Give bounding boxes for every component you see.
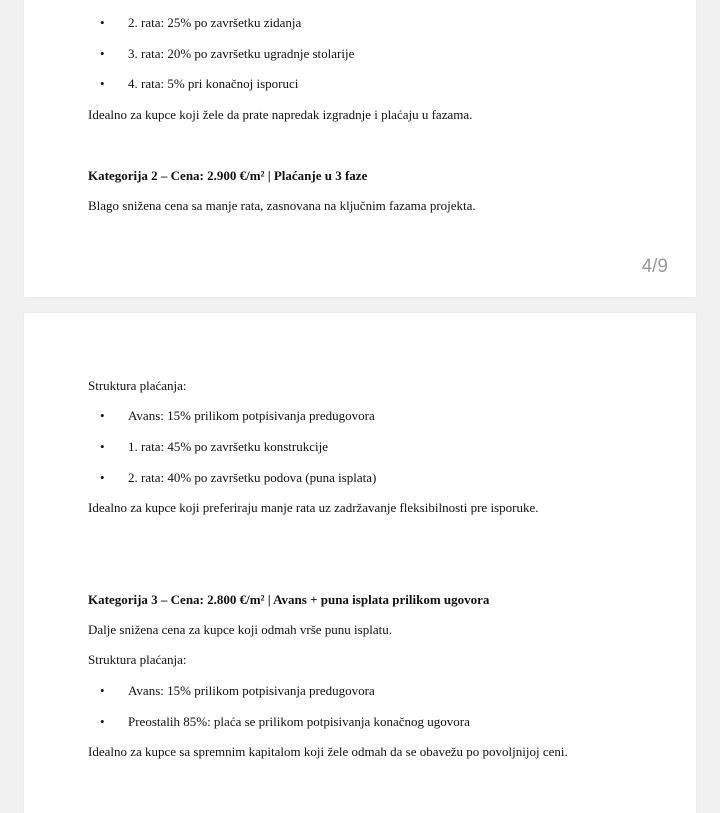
- document-page: [24, 313, 696, 813]
- paragraph: Dalje snižena cena za kupce koji odmah vrše punu isplatu.: [88, 622, 392, 637]
- bullet-marker: •: [100, 76, 105, 91]
- bullet-marker: •: [100, 15, 105, 30]
- bullet-marker: •: [100, 470, 105, 485]
- list-item: Avans: 15% prilikom potpisivanja predugovora: [128, 683, 375, 698]
- paragraph-label: Struktura plaćanja:: [88, 652, 187, 667]
- bullet-marker: •: [100, 408, 105, 423]
- list-item: 2. rata: 40% po završetku podova (puna isplata): [128, 470, 377, 485]
- list-item: 1. rata: 45% po završetku konstrukcije: [128, 439, 328, 454]
- list-item: 3. rata: 20% po završetku ugradnje stolarije: [128, 46, 355, 61]
- paragraph: Idealno za kupce koji žele da prate napredak izgradnje i plaćaju u fazama.: [88, 107, 473, 122]
- list-item: 2. rata: 25% po završetku zidanja: [128, 15, 302, 30]
- bullet-marker: •: [100, 439, 105, 454]
- paragraph: Idealno za kupce sa spremnim kapitalom koji žele odmah da se obavežu po povoljnijoj ceni.: [88, 744, 568, 759]
- page-indicator: 4/9: [641, 256, 668, 277]
- section-heading: Kategorija 2 – Cena: 2.900 €/m² | Plaćanje u 3 faze: [88, 168, 368, 183]
- list-item: 4. rata: 5% pri konačnoj isporuci: [128, 76, 299, 91]
- section-heading: Kategorija 3 – Cena: 2.800 €/m² | Avans + puna isplata prilikom ugovora: [88, 592, 490, 607]
- list-item: Avans: 15% prilikom potpisivanja predugovora: [128, 408, 375, 423]
- paragraph: Blago snižena cena sa manje rata, zasnovana na ključnim fazama projekta.: [88, 198, 476, 213]
- paragraph: Idealno za kupce koji preferiraju manje rata uz zadržavanje fleksibilnosti pre isporuke.: [88, 500, 539, 515]
- list-item: Preostalih 85%: plaća se prilikom potpisivanja konačnog ugovora: [128, 714, 470, 729]
- paragraph-label: Struktura plaćanja:: [88, 378, 187, 393]
- bullet-marker: •: [100, 683, 105, 698]
- bullet-marker: •: [100, 46, 105, 61]
- document-page: [24, 0, 696, 297]
- bullet-marker: •: [100, 714, 105, 729]
